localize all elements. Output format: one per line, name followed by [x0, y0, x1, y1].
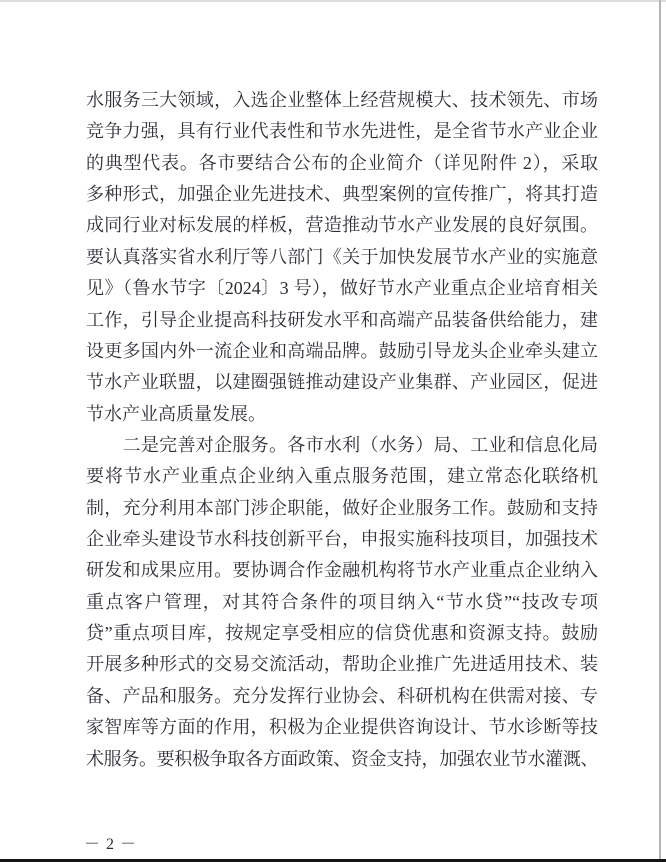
- text-line: 家智库等方面的作用，积极为企业提供咨询设计、节水诊断等技: [86, 717, 598, 738]
- text-line: 的典型代表。各市要结合公布的企业简介（详见附件 2），采取: [86, 152, 598, 173]
- text-line: 贷”重点项目库，按规定享受相应的信贷优惠和资源支持。鼓励: [86, 623, 598, 644]
- page-number: － 2 －: [84, 836, 138, 853]
- text-line: 节水产业联盟，以建圈强链推动建设产业集群、产业园区，促进: [86, 372, 598, 393]
- text-line: 制，充分利用本部门涉企职能，做好企业服务工作。鼓励和支持: [86, 497, 598, 518]
- text-line: 重点客户管理，对其符合条件的项目纳入“节水贷”“技改专项: [86, 591, 598, 612]
- text-line: 设更多国内外一流企业和高端品牌。鼓励引导龙头企业牵头建立: [86, 340, 598, 361]
- text-line: 见》（鲁水节字〔2024〕3 号），做好节水产业重点企业培育相关: [86, 278, 598, 299]
- text-line: 企业牵头建设节水科技创新平台，申报实施科技项目，加强技术: [86, 529, 598, 550]
- text-line: 水服务三大领域，入选企业整体上经营规模大、技术领先、市场: [86, 90, 598, 110]
- text-line: 要认真落实省水利厅等八部门《关于加快发展节水产业的实施意: [86, 246, 598, 267]
- document-body-text: [86, 85, 598, 775]
- text-line-paragraph-start: 二是完善对企服务。各市水利（水务）局、工业和信息化局: [86, 434, 598, 455]
- scan-edge-top: [0, 0, 666, 2]
- text-line: 开展多种形式的交易交流活动，帮助企业推广先进适用技术、装: [86, 654, 598, 675]
- scan-edge-right: [659, 0, 661, 862]
- text-line-paragraph-end: 节水产业高质量发展。: [86, 403, 266, 424]
- text-line: 要将节水产业重点企业纳入重点服务范围，建立常态化联络机: [86, 466, 598, 487]
- text-line: 成同行业对标发展的样板，营造推动节水产业发展的良好氛围。: [86, 215, 598, 236]
- text-line: 研发和成果应用。要协调合作金融机构将节水产业重点企业纳入: [86, 560, 598, 581]
- text-line: 备、产品和服务。充分发挥行业协会、科研机构在供需对接、专: [86, 685, 598, 706]
- text-line: 竞争力强，具有行业代表性和节水先进性，是全省节水产业企业: [86, 121, 598, 142]
- text-line: 工作，引导企业提高科技研发水平和高端产品装备供给能力，建: [86, 309, 598, 330]
- text-line: 术服务。要积极争取各方面政策、资金支持，加强农业节水灌溉、: [86, 748, 598, 769]
- text-line: 多种形式，加强企业先进技术、典型案例的宣传推广，将其打造: [86, 184, 598, 205]
